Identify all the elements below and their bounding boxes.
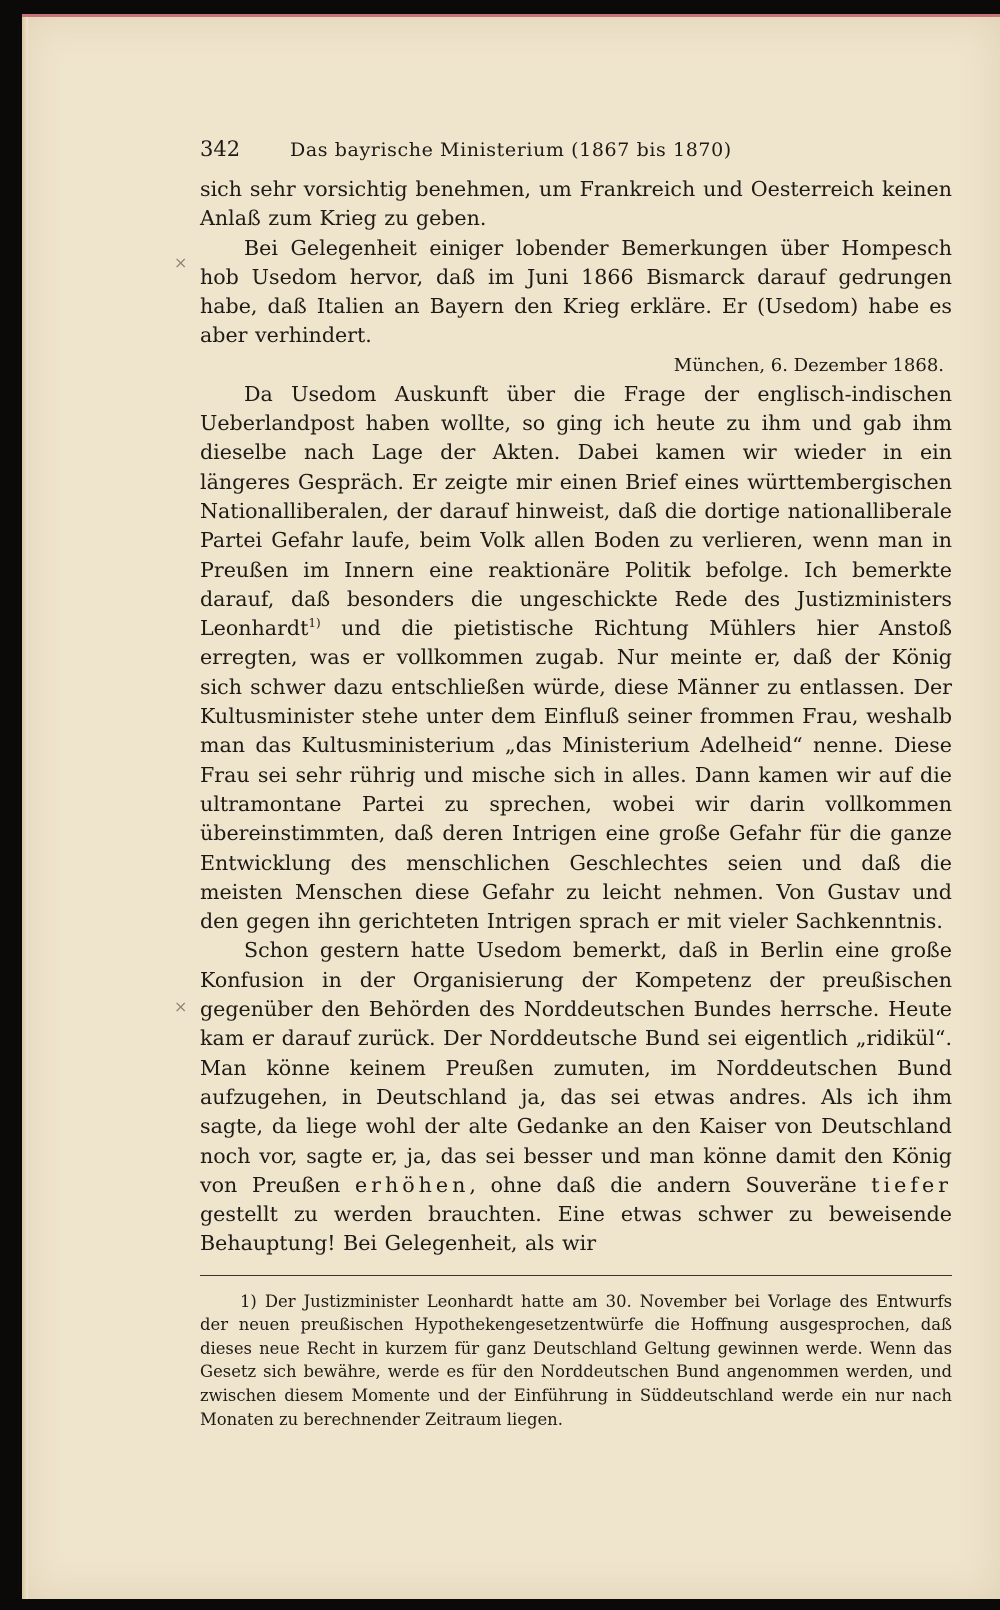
pencil-mark: × xyxy=(174,997,188,1016)
footnote-1: 1) Der Justizminister Leonhardt hatte am 30. November bei Vorlage des Entwurfs der neuen preußischen Hypothekengesetzentwürfe die Hoffnung ausgesprochen, daß dieses neue Recht in kurzem für ganz Deutschland Geltung gewinnen werde. Wenn das Gesetz sich bewähre, werde es für den Norddeutschen Bund angenommen werden, und zwischen diesem Momente und der Einführung in Süddeutschland werde ein nur nach Monaten zu berechnender Zeitraum liegen. xyxy=(200,1291,952,1429)
page-edge xyxy=(22,17,28,1599)
pencil-mark: × xyxy=(174,253,188,272)
paragraph-1: sich sehr vorsichtig benehmen, um Frankreich und Oesterreich keinen Anlaß zum Krieg zu geben. xyxy=(200,177,952,231)
paragraph-4-part-a: Schon gestern hatte Usedom bemerkt, daß in Berlin eine große Konfusion in der Organisierung der Kompetenz der preußischen gegenüber den Behörden des Norddeutschen Bundes herrsche. Heute kam er darauf zurück. Der Norddeutsche Bund sei eigentlich „ridikül“. Man könne keinem Preußen zumuten, im Norddeutschen Bund aufzugehen, in Deutschland ja, das sei etwas andres. Als ich ihm sagte, da liege wohl der alte Gedanke an den Kaiser von Deutschland noch vor, sagte er, ja, das sei besser und man könne damit den König von Preußen xyxy=(200,938,952,1197)
running-title: Das bayrische Ministerium (1867 bis 1870) xyxy=(290,139,732,161)
text-block xyxy=(200,137,952,1431)
paragraph-4-part-b: , ohne daß die andern Souveräne xyxy=(469,1172,872,1197)
paragraph-3-part-b: und die pietistische Richtung Mühlers hier Anstoß erregten, was er vollkommen zugab. Nur meinte er, daß der König sich schwer dazu entschließen würde, diese Männer zu entlassen. Der Kultusminister stehe unter dem Einfluß seiner frommen Frau, weshalb man das Kultusministerium „das Ministerium Adelheid“ nenne. Diese Frau sei sehr rührig und mische sich in alles. Dann kamen wir auf die ultramontane Partei zu sprechen, wobei wir darin vollkommen übereinstimmten, daß deren Intrigen eine große Gefahr für die ganze Entwicklung des menschlichen Geschlechtes seien und daß die meisten Menschen diese Gefahr zu leicht nehmen. Von Gustav und den gegen ihn gerichteten Intrigen sprach er mit vieler Sachkenntnis. xyxy=(200,616,952,934)
book-page xyxy=(22,14,1000,1599)
dateline: München, 6. Dezember 1868. xyxy=(673,354,944,376)
emphasis-erhoehen: erhöhen xyxy=(354,1172,470,1197)
page-number: 342 xyxy=(200,137,241,161)
paragraph-4-part-c: gestellt zu werden brauchten. Eine etwas schwer zu beweisende Behauptung! Bei Gelegenheit, als wir xyxy=(200,1202,952,1256)
running-head xyxy=(200,137,952,171)
paragraph-4 xyxy=(200,936,952,1258)
footnote-rule xyxy=(200,1275,952,1276)
paragraph-3-part-a: Da Usedom Auskunft über die Frage der englisch-indischen Ueberlandpost haben wollte, so ging ich heute zu ihm und gab ihm dieselbe nach Lage der Akten. Dabei kamen wir wieder in ein längeres Gespräch. Er zeigte mir einen Brief eines württembergischen Nationalliberalen, der darauf hinweist, daß die dortige nationalliberale Partei Gefahr laufe, beim Volk allen Boden zu verlieren, wenn man in Preußen im Innern eine reaktionäre Politik befolge. Ich bemerkte darauf, daß besonders die ungeschickte Rede des Justizministers Leonhardt xyxy=(200,381,952,641)
footnote-marker: 1) xyxy=(308,616,321,631)
footnotes xyxy=(200,1290,952,1432)
body-text xyxy=(200,175,952,1259)
paragraph-2: Bei Gelegenheit einiger lobender Bemerkungen über Hompesch hob Usedom hervor, daß im Juni 1866 Bismarck darauf gedrungen habe, daß Italien an Bayern den Krieg erkläre. Er (Usedom) habe es aber verhindert. xyxy=(200,235,952,348)
emphasis-tiefer: tiefer xyxy=(871,1172,952,1197)
paragraph-3 xyxy=(200,380,952,937)
